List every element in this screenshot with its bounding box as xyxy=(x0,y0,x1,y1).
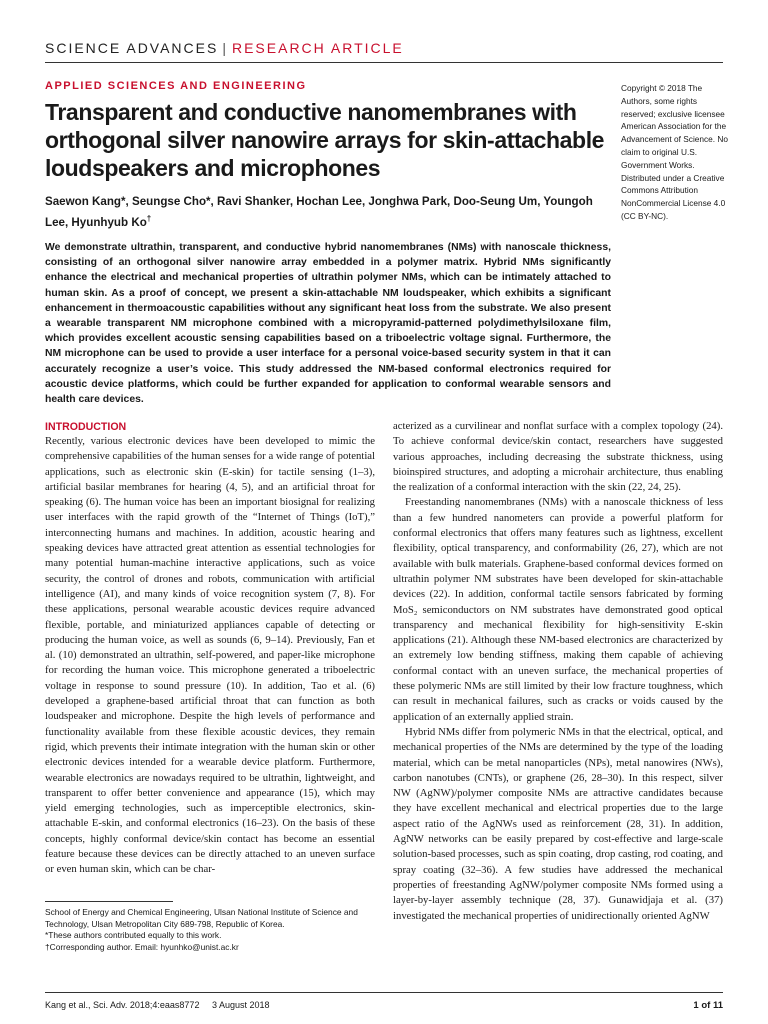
left-column xyxy=(45,420,375,878)
body-paragraph: Hybrid NMs differ from polymeric NMs in that the electrical, optical, and mechanical properties of the NMs are determined by the type of the loading material, which can be metal nanoparticles (NPs), metal nanowires (NWs), carbon nanotubes (CNTs), or graphene (26, 28–30). In this respect, silver NW (AgNW)/polymer composite NMs are attractive candidates because they have excellent mechanical and electrical properties due to the large aspect ratio of the AgNWs used as reinforcement (28, 31). In addition, AgNW networks can be easily prepared by cost-effective and large-scale solution-based processes, such as spin coating, drop casting, rod coating, and spray coating (32–36). A few studies have addressed the mechanical properties of freestanding AgNW/polymer composite NMs formed using a layer-by-layer assembly technique (28, 37). Gunawidjaja et al. (37) investigated the mechanical properties of unidirectionally oriented AgNW xyxy=(393,725,723,922)
article-title: Transparent and conductive nanomembranes with orthogonal silver nanowire arrays for skin-attachable loudspeakers and microphones xyxy=(45,99,605,181)
corresponding-author-footnote: †Corresponding author. Email: hyunhko@unist.ac.kr xyxy=(45,941,239,952)
body-paragraph: acterized as a curvilinear and nonflat surface with a complex topology (24). To achieve conformal device/skin contact, researchers have suggested various approaches, including decreasing the substrate thickness, using bioinspired structures, and adopting a microhair architecture, thus enabling the realization of a conformal interaction with the skin (22, 24, 25). xyxy=(393,420,723,494)
section-heading-introduction: INTRODUCTION xyxy=(45,421,127,433)
footer-rule xyxy=(45,992,723,993)
journal-header xyxy=(45,40,404,56)
subject-category: APPLIED SCIENCES AND ENGINEERING xyxy=(45,80,307,92)
footnotes xyxy=(45,907,375,953)
header-separator: | xyxy=(222,40,228,56)
body-paragraph: Freestanding nanomembranes (NMs) with a nanoscale thickness of less than a few hundred nanometers can provide a powerful platform for conformal electronics that offers many features such as lightness, excellent flexibility, optical transparency, and conformability (26, 27), which are not available with bulk materials. Graphene-based conformal devices formed on ultrathin polymer NM substrates have been developed for skin-attachable devices (22). In addition, conformal tactile sensors fabricated by forming MoS₂ semiconductors on NM substrates have demonstrated good optical transparency and mechanical flexibility for high-sensitivity E-skin applications (21). Although these NM-based electronics are characterized by an extremely low bending stiffness, making them capable of achieving conformal contact with an uneven surface, the mechanical properties of these polymeric NMs are still limited by their low fracture toughness, which can result in mechanical failures, such as cracks or voids caused by the application of an externally applied strain. xyxy=(393,496,723,723)
article-type: RESEARCH ARTICLE xyxy=(231,40,404,56)
author-list xyxy=(45,193,605,231)
footnote-rule xyxy=(45,901,173,902)
abstract: We demonstrate ultrathin, transparent, and conductive hybrid nanomembranes (NMs) with nanoscale thickness, consisting of an orthogonal silver nanowire array embedded in a polymer matrix. Hybrid NMs significantly enhance the electrical and mechanical properties of ultrathin polymer NMs, which can be intimately attached to human skin. As a proof of concept, we present a skin-attachable NM loudspeaker, which exhibits a significant enhancement in thermoacoustic capabilities without any significant heat loss from the substrate. We also present a wearable transparent NM microphone combined with a micropyramid-patterned polydimethylsiloxane film, which provides excellent acoustic sensing capabilities based on a triboelectric voltage signal. Furthermore, the NM microphone can be used to provide a user interface for a personal voice-based security system in that it can accurately recognize a user’s voice. This study addressed the NM-based conformal electronics required for acoustic device platforms, which could be further expanded for application to conformal wearable sensors and health care devices. xyxy=(45,242,611,406)
equal-contribution-footnote: *These authors contributed equally to this work. xyxy=(45,930,222,941)
right-column xyxy=(393,419,723,924)
copyright-notice: Copyright © 2018 The Authors, some rights reserved; exclusive licensee American Association for the Advancement of Science. No claim to original U.S. Government Works. Distributed under a Creative Commons Attribution NonCommercial License 4.0 (CC BY-NC). xyxy=(621,83,728,221)
header-rule xyxy=(45,62,723,63)
author-names: Saewon Kang*, Seungse Cho*, Ravi Shanker, Hochan Lee, Jonghwa Park, Doo-Seung Um, Youngoh Lee, Hyunhyub Ko xyxy=(45,195,593,229)
footer-citation: Kang et al., Sci. Adv. 2018;4:eaas8772 3 August 2018 xyxy=(45,1000,270,1010)
corresponding-mark: † xyxy=(146,214,152,223)
journal-name: SCIENCE ADVANCES xyxy=(45,40,219,56)
page-number: 1 of 11 xyxy=(693,1000,723,1011)
body-paragraph: Recently, various electronic devices have been developed to mimic the comprehensive capabilities of the human senses for a wide range of potential applications, such as electronic skin (E-skin) for tactile sensing (1–3), artificial basilar membranes for hearing (4, 5), and an artificial throat for speaking (6). The human voice has been an important biosignal for realizing user interfaces with the rapid growth of the “Internet of Things (IoT),” interconnecting humans and machines. In addition, acoustic hearing and speaking devices have attracted great attention as essential technologies for many potential human-machine interactive applications, such as voice security, the control of drones and robots, communication with artificial intelligence (AI), and many kinds of voice recognition system (7, 8). For these applications, personal wearable acoustic devices require advanced flexible, portable, and miniaturized appliances capable of detecting or producing the human voice, as well as sounds (6, 9–14). Previously, Fan et al. (10) demonstrated an ultrathin, self-powered, and paper-like microphone for recording the human voice. This microphone generated a triboelectric voltage in response to sound pressure (10). In addition, Tao et al. (6) developed a graphene-based artificial throat that can function as both loudspeaker and microphone. Despite the high levels of performance and functionality available from these flexible acoustic devices, they remain rigid, which prevents their intimate integration with the human skin or other electronic devices intended for a wearable device platform. Furthermore, wearable electronics are nowadays required to be ultrathin, lightweight, and transparent to offer better convenience and appearance (15), which may yield emerging technologies, such as imperceptible electronics, skin-attachable E-skin, and conformal electronics (16–23). On the basis of these concepts, highly conformal device/skin contact has become an essential feature because these devices can be directly attached to an uneven surface or even human skin, which can be char- xyxy=(45,435,375,876)
affiliation-footnote: School of Energy and Chemical Engineering, Ulsan National Institute of Science and Technology, Ulsan Metropolitan City 689-798, Republic of Korea. xyxy=(45,907,358,929)
